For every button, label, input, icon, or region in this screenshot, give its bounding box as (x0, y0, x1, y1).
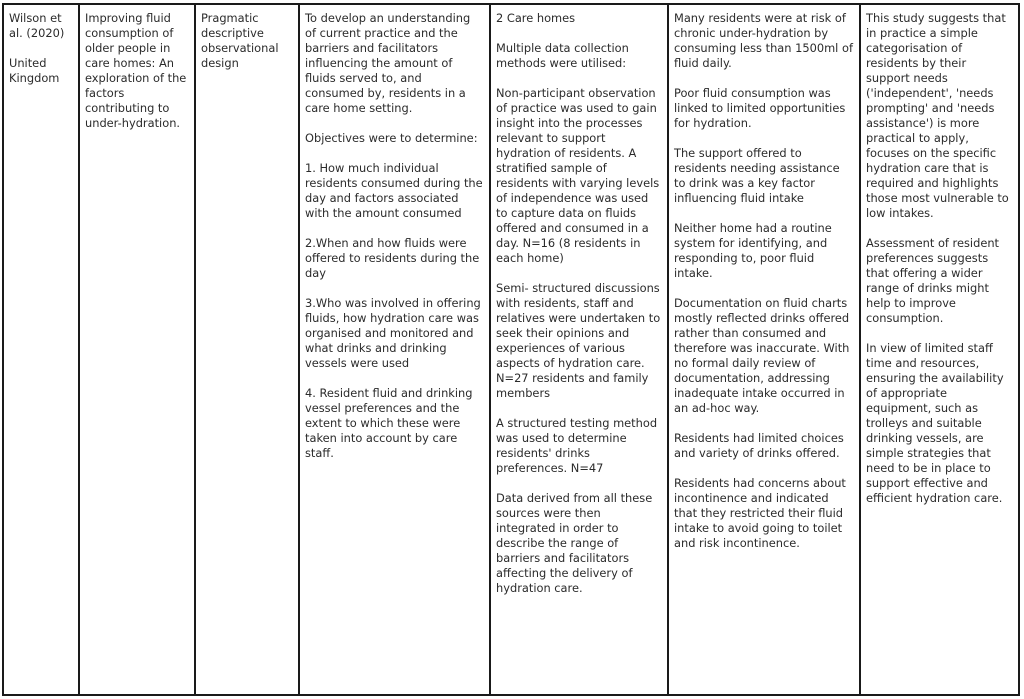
aims-paragraph: 2.When and how fluids were offered to residents during the day (305, 236, 480, 280)
study-cell (4, 5, 80, 694)
aims-paragraph: 3.Who was involved in offering fluids, how hydration care was organised and monitored and what drinks and drinking vessels were used (305, 296, 481, 370)
study-country: United Kingdom (9, 56, 60, 85)
findings-paragraph: Documentation on fluid charts mostly reflected drinks offered rather than consumed and therefore was inaccurate. With no formal daily review of documentation, addressing inadequate intake occurred in an ad-hoc way. (674, 296, 850, 415)
findings-cell (669, 5, 861, 694)
methods-paragraph: Multiple data collection methods were utilised: (496, 41, 629, 70)
findings-paragraph: The support offered to residents needing assistance to drink was a key factor influencing fluid intake (674, 146, 840, 205)
aims-cell (300, 5, 491, 694)
conclusions-paragraph: This study suggests that in practice a simple categorisation of residents by their support needs ('independent', 'needs prompting' and 'needs assistance') is more practical to apply, focuses on the specific hydration care that is required and highlights those most vulnerable to low intakes. (866, 11, 1009, 220)
aims-paragraph: To develop an understanding of current practice and the barriers and facilitators influencing the amount of fluids served to, and consumed by, residents in a care home setting. (305, 11, 471, 115)
conclusions-cell (861, 5, 1018, 694)
design-cell (196, 5, 300, 694)
conclusions-paragraph: In view of limited staff time and resources, ensuring the availability of appropriate equipment, such as trolleys and suitable drinking vessels, are simple strategies that need to be in place to support effective and efficient hydration care. (866, 341, 1004, 505)
methods-cell (491, 5, 669, 694)
methods-paragraph: Non-participant observation of practice was used to gain insight into the processes relevant to support hydration of residents. A stratified sample of residents with varying levels of independence was used to capture data on fluids offered and consumed in a day. N=16 (8 residents in each home) (496, 86, 660, 265)
study-title: Improving fluid consumption of older people in care homes: An exploration of the factors contributing to under-hydration. (85, 11, 187, 130)
title-cell (80, 5, 196, 694)
aims-paragraph: 1. How much individual residents consumed during the day and factors associated with the amount consumed (305, 161, 483, 220)
evidence-table (2, 3, 1020, 696)
aims-paragraph: 4. Resident fluid and drinking vessel preferences and the extent to which these were taken into account by care staff. (305, 386, 473, 460)
study-citation: Wilson et al. (2020) (9, 11, 65, 40)
findings-paragraph: Residents had limited choices and variety of drinks offered. (674, 431, 844, 460)
methods-paragraph: A structured testing method was used to determine residents' drinks preferences. N=47 (496, 416, 658, 475)
methods-paragraph: 2 Care homes (496, 11, 576, 25)
findings-paragraph: Many residents were at risk of chronic under-hydration by consuming less than 1500ml of fluid daily. (674, 11, 853, 70)
findings-paragraph: Neither home had a routine system for identifying, and responding to, poor fluid intake. (674, 221, 832, 280)
findings-paragraph: Poor fluid consumption was linked to limited opportunities for hydration. (674, 86, 846, 130)
aims-paragraph: Objectives were to determine: (305, 131, 478, 145)
study-design: Pragmatic descriptive observational design (201, 11, 279, 70)
methods-paragraph: Data derived from all these sources were then integrated in order to describe the range of barriers and facilitators affecting the delivery of hydration care. (496, 491, 653, 595)
conclusions-paragraph: Assessment of resident preferences suggests that offering a wider range of drinks might help to improve consumption. (866, 236, 1000, 325)
methods-paragraph: Semi- structured discussions with residents, staff and relatives were undertaken to seek their opinions and experiences of various aspects of hydration care. N=27 residents and family members (496, 281, 661, 400)
findings-paragraph: Residents had concerns about incontinence and indicated that they restricted their fluid intake to avoid going to toilet and risk incontinence. (674, 476, 846, 550)
